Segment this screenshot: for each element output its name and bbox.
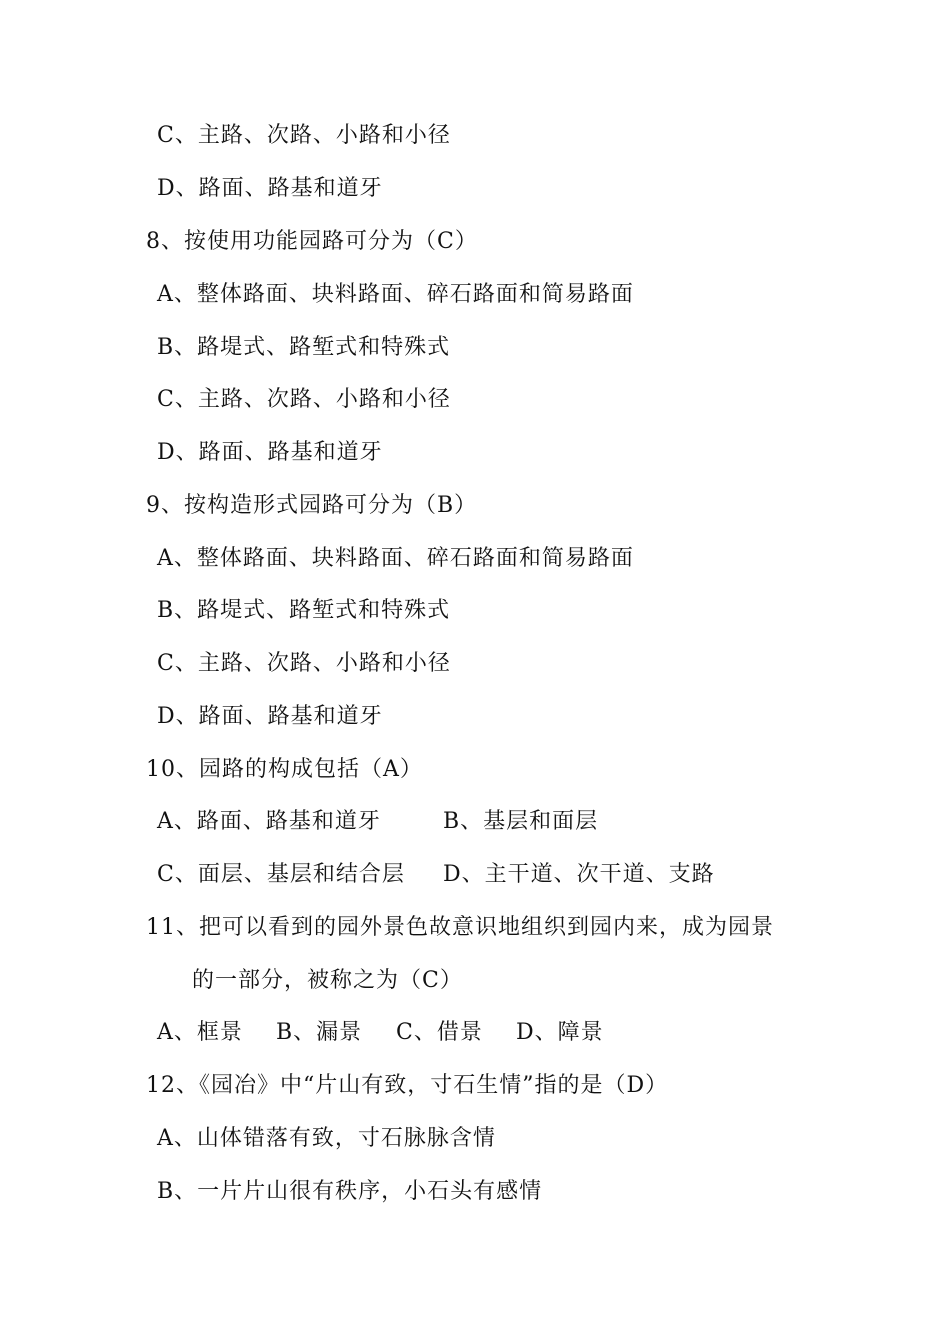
q10-option-c: C、面层、基层和结合层 <box>157 862 405 887</box>
q11-question: 11、把可以看到的园外景色故意识地组织到园内来，成为园景 <box>146 915 774 940</box>
q10-option-b: B、基层和面层 <box>443 809 599 834</box>
q12-option-a: A、山体错落有致，寸石脉脉含情 <box>157 1126 496 1151</box>
q9-question: 9、按构造形式园路可分为（B） <box>146 493 478 518</box>
q12-question: 12、《园冶》中“片山有致，寸石生情”指的是（D） <box>146 1073 669 1098</box>
q9-option-b: B、路堤式、路堑式和特殊式 <box>157 598 451 623</box>
q10-option-d: D、主干道、次干道、支路 <box>443 862 715 887</box>
q8-question: 8、按使用功能园路可分为（C） <box>146 229 478 254</box>
q9-option-a: A、整体路面、块料路面、碎石路面和简易路面 <box>157 546 634 571</box>
q11-option-b: B、漏景 <box>276 1020 363 1045</box>
q11-option-d: D、障景 <box>516 1020 604 1045</box>
q7-option-d: D、路面、路基和道牙 <box>157 176 383 201</box>
q8-option-b: B、路堤式、路堑式和特殊式 <box>157 335 451 360</box>
q9-option-d: D、路面、路基和道牙 <box>157 704 383 729</box>
q11-option-a: A、框景 <box>157 1020 243 1045</box>
q8-option-d: D、路面、路基和道牙 <box>157 440 383 465</box>
q10-option-a: A、路面、路基和道牙 <box>157 809 381 834</box>
q8-option-c: C、主路、次路、小路和小径 <box>157 387 451 412</box>
q8-option-a: A、整体路面、块料路面、碎石路面和简易路面 <box>157 282 634 307</box>
q10-question: 10、园路的构成包括（A） <box>146 757 423 782</box>
q7-option-c: C、主路、次路、小路和小径 <box>157 123 451 148</box>
q11-question-continued: 的一部分，被称之为（C） <box>192 968 463 993</box>
q12-option-b: B、一片片山很有秩序，小石头有感情 <box>157 1179 543 1204</box>
q11-option-c: C、借景 <box>396 1020 483 1045</box>
q9-option-c: C、主路、次路、小路和小径 <box>157 651 451 676</box>
